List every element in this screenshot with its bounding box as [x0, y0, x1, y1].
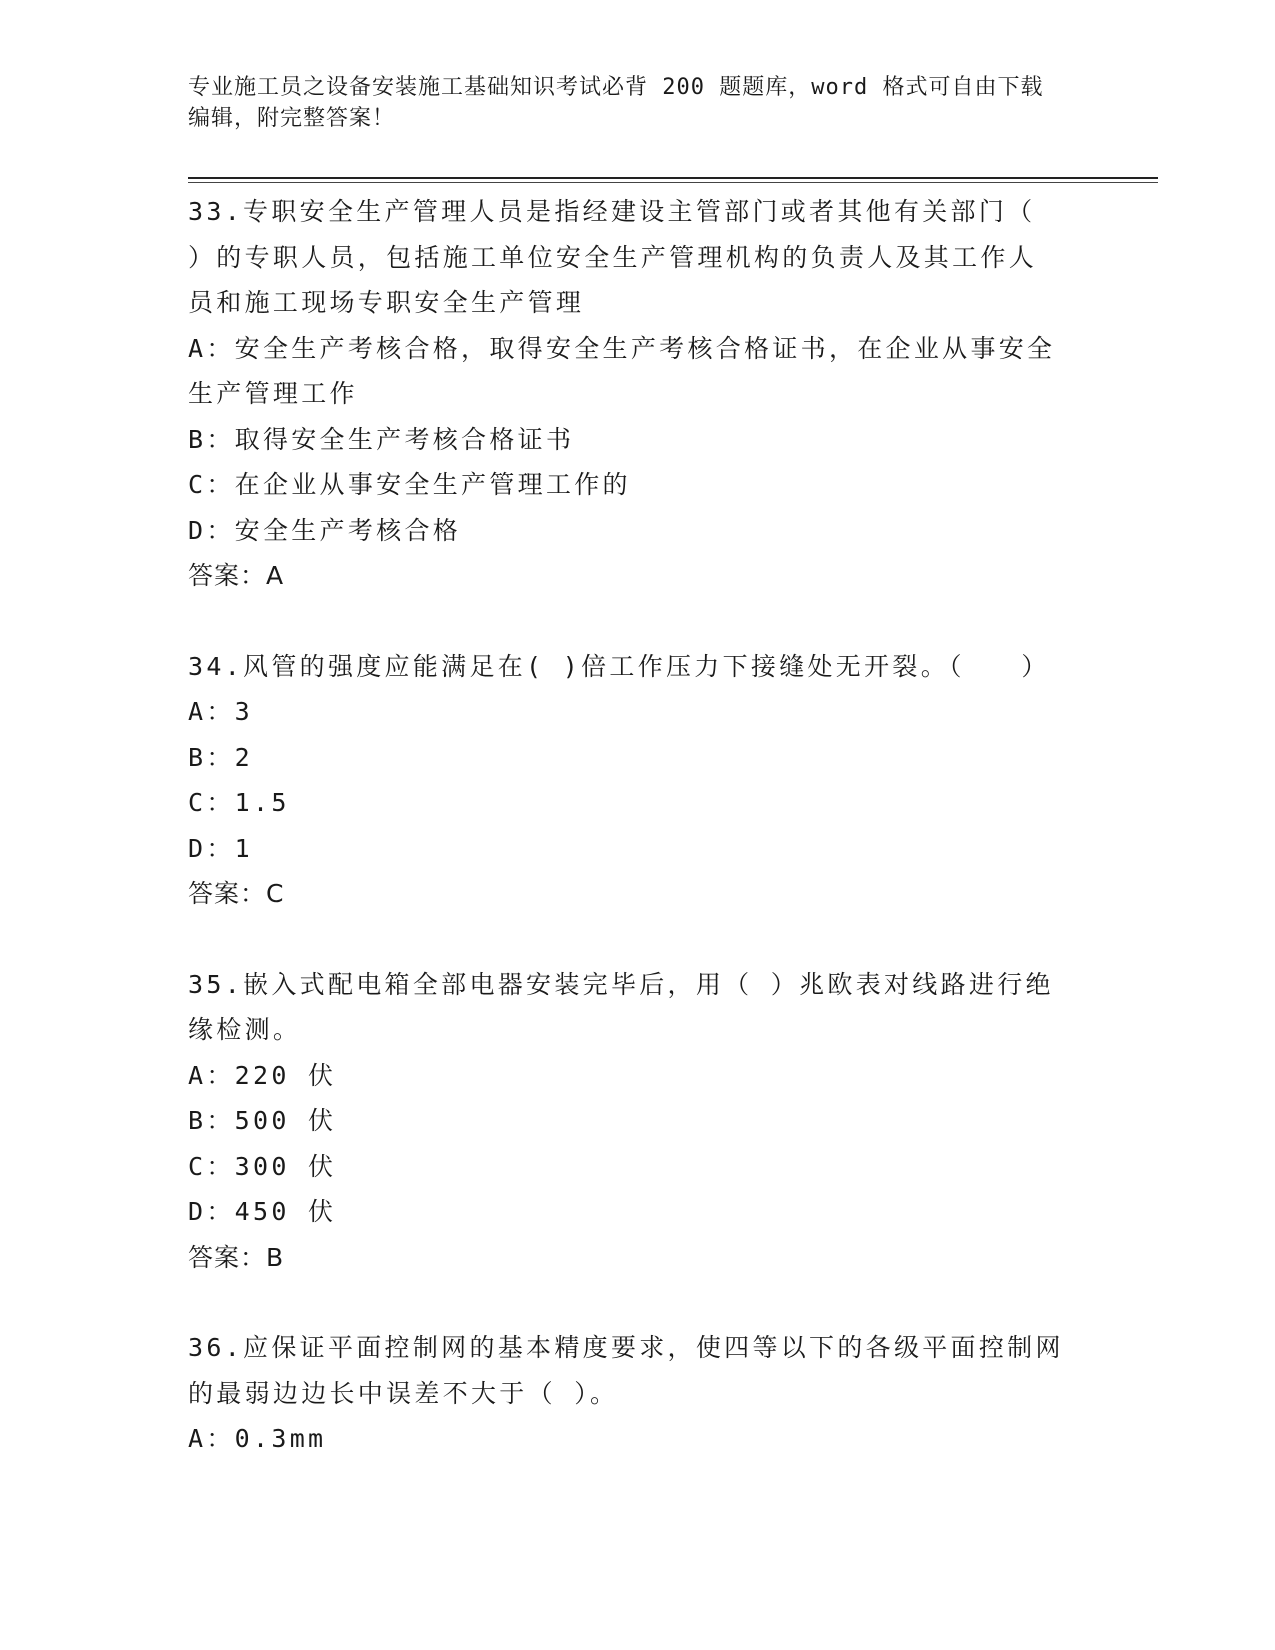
question-text-line: 36.应保证平面控制网的基本精度要求，使四等以下的各级平面控制网: [188, 1333, 1064, 1362]
question-36: [188, 1325, 1088, 1462]
option-c: C：1.5: [188, 788, 290, 817]
question-text-line: 33.专职安全生产管理人员是指经建设主管部门或者其他有关部门（: [188, 197, 1036, 226]
question-text-line: 缘检测。: [188, 1015, 302, 1044]
question-text-line: 34.风管的强度应能满足在( )倍工作压力下接缝处无开裂。（ ）: [188, 651, 1050, 681]
option-b: B：取得安全生产考核合格证书: [188, 424, 575, 454]
header-line: 专业施工员之设备安装施工基础知识考试必背 200 题题库，word 格式可自由下载: [188, 75, 1044, 100]
option-a-continued: 生产管理工作: [188, 379, 358, 408]
answer-line: 答案：C: [188, 879, 285, 908]
option-b: B：2: [188, 742, 254, 772]
question-text-line: 的最弱边边长中误差不大于（ ）。: [188, 1378, 619, 1408]
option-a: A：0.3mm: [188, 1424, 327, 1453]
question-list: [188, 189, 1088, 1507]
option-c: C：在企业从事安全生产管理工作的: [188, 470, 631, 499]
header-divider-thick: [188, 177, 1158, 179]
option-d: D：450 伏: [188, 1197, 337, 1226]
header-divider-thin: [188, 182, 1158, 183]
question-text-line: 35.嵌入式配电箱全部电器安装完毕后，用（ ）兆欧表对线路进行绝: [188, 969, 1054, 999]
option-d: D：安全生产考核合格: [188, 515, 462, 545]
answer-line: 答案：A: [188, 561, 285, 590]
header-line: 编辑，附完整答案！: [188, 106, 396, 131]
document-header: [188, 72, 1068, 134]
option-c: C：300 伏: [188, 1151, 337, 1181]
question-33: [188, 189, 1088, 599]
question-text-line: ）的专职人员，包括施工单位安全生产管理机构的负责人及其工作人: [188, 242, 1038, 272]
option-a: A：3: [188, 697, 254, 726]
question-34: [188, 644, 1088, 917]
answer-line: 答案：B: [188, 1242, 285, 1272]
option-b: B：500 伏: [188, 1106, 337, 1135]
option-a: A：220 伏: [188, 1060, 337, 1090]
question-text-line: 员和施工现场专职安全生产管理: [188, 288, 585, 317]
option-d: D：1: [188, 833, 254, 863]
question-35: [188, 962, 1088, 1281]
option-a: A：安全生产考核合格，取得安全生产考核合格证书，在企业从事安全: [188, 333, 1056, 363]
